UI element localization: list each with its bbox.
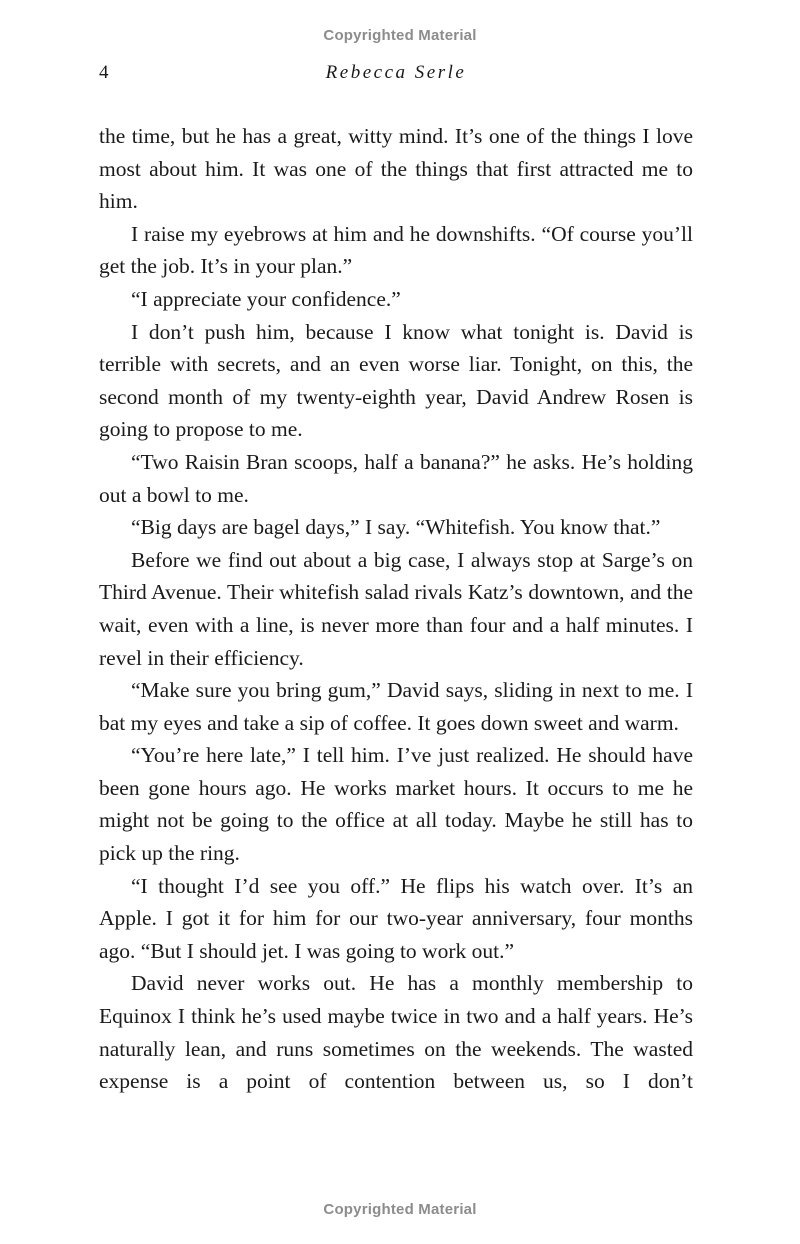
paragraph: David never works out. He has a monthly membership to Equinox I think he’s used maybe twice in two and a half years. He’s naturally lean, and runs sometimes on the weekends. The wasted expense is a point of contention between us, so I don’t — [99, 971, 693, 1094]
paragraph: “Two Raisin Bran scoops, half a banana?” he asks. He’s holding out a bowl to me. — [99, 449, 693, 507]
paragraph: the time, but he has a great, witty mind. It’s one of the things I love most about him. It was one of the things that first attracted me to him. — [99, 124, 693, 214]
copyright-watermark-top: Copyrighted Material — [323, 27, 477, 44]
body-text — [99, 120, 693, 1098]
paragraph: “I appreciate your confidence.” — [131, 286, 401, 311]
copyright-watermark-bottom: Copyrighted Material — [323, 1201, 477, 1218]
author-name: Rebecca Serle — [325, 62, 467, 83]
page-number: 4 — [99, 62, 109, 83]
paragraph: I don’t push him, because I know what tonight is. David is terrible with secrets, and an even worse liar. Tonight, on this, the second month of my twenty-eighth year, David Andrew Rosen is going to propose to me. — [99, 319, 693, 442]
paragraph: I raise my eyebrows at him and he downshifts. “Of course you’ll get the job. It’s in your plan.” — [99, 221, 693, 279]
running-head — [99, 60, 693, 90]
paragraph: “You’re here late,” I tell him. I’ve just realized. He should have been gone hours ago. He works market hours. It occurs to me he might not be going to the office at all today. Maybe he still has to pick up the ring. — [99, 743, 693, 866]
paragraph: “Big days are bagel days,” I say. “Whitefish. You know that.” — [131, 515, 661, 540]
paragraph: “I thought I’d see you off.” He flips his watch over. It’s an Apple. I got it for him for our two-year anniversary, four months ago. “But I should jet. I was going to work out.” — [99, 873, 693, 963]
paragraph: Before we find out about a big case, I always stop at Sarge’s on Third Avenue. Their whitefish salad rivals Katz’s downtown, and the wait, even with a line, is never more than four and a half minutes. I revel in their efficiency. — [99, 547, 693, 670]
paragraph: “Make sure you bring gum,” David says, sliding in next to me. I bat my eyes and take a sip of coffee. It goes down sweet and warm. — [99, 678, 693, 735]
